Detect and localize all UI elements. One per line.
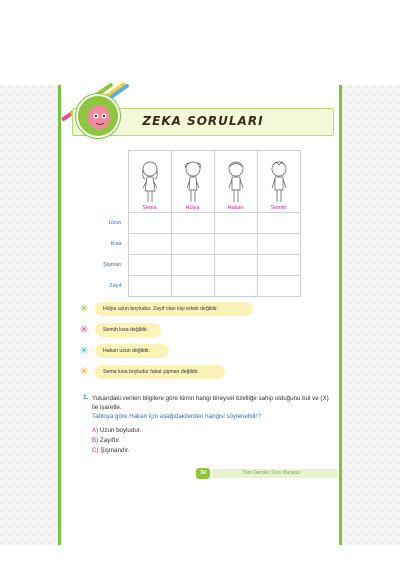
boy-outline-icon [224, 160, 248, 204]
boy-outline-icon [267, 160, 291, 204]
clue-3: Hakan uzun değildir. [95, 344, 169, 358]
grid-row [92, 276, 300, 297]
grid-cell[interactable] [257, 213, 300, 234]
grid-cell[interactable] [214, 234, 257, 255]
column-label: Hülya [185, 205, 200, 211]
grid-cell[interactable] [128, 213, 171, 234]
option-a[interactable] [92, 427, 141, 434]
star-bullet-icon: ✳ [79, 303, 89, 315]
star-bullet-icon: ✳ [79, 366, 89, 378]
option-b[interactable] [92, 437, 121, 444]
question-text: Yukarıdaki verilen bilgilere göre kimin hangi bireysel özelliğe sahip olduğunu bul ve (X) ile işaretle. [92, 395, 329, 411]
girl-outline-icon [138, 160, 162, 204]
grid-cell[interactable] [214, 255, 257, 276]
grid-row [92, 213, 300, 234]
grid-cell[interactable] [128, 276, 171, 297]
option-text: Şişmandır. [100, 447, 130, 454]
option-letter: B) [92, 437, 99, 444]
row-label: Uzun [108, 220, 122, 226]
page-title: ZEKA SORULARI [142, 114, 264, 128]
grid-row [92, 255, 300, 276]
grid-row [92, 234, 300, 255]
grid-cell[interactable] [257, 234, 300, 255]
girl-outline-icon [181, 160, 205, 204]
option-c[interactable] [92, 447, 130, 454]
option-text: Zayıftır. [99, 437, 121, 444]
page-number: 34 [196, 468, 210, 479]
column-sema [128, 151, 171, 213]
question-number: 1. [83, 394, 89, 401]
background-texture-right [340, 85, 400, 545]
column-label: Hakan [227, 205, 244, 211]
grid-cell[interactable] [171, 276, 214, 297]
grid-cell[interactable] [257, 276, 300, 297]
grid-cell[interactable] [214, 213, 257, 234]
question-subtext: Tabloya göre Hakan için aşağıdakilerden hangisi söylenebilir? [92, 413, 261, 420]
option-letter: C) [92, 447, 99, 454]
background-texture-left [0, 85, 60, 545]
clue-2: Semih kısa değildir. [95, 323, 161, 337]
grid-cell[interactable] [171, 255, 214, 276]
row-label: Kısa [110, 241, 122, 247]
option-text: Uzun boyludur. [99, 427, 142, 434]
column-semih [257, 151, 300, 213]
grid-cell[interactable] [128, 234, 171, 255]
star-bullet-icon: ✳ [79, 345, 89, 357]
column-label: Sema [142, 205, 157, 211]
star-bullet-icon: ✳ [79, 324, 89, 336]
grid-cell[interactable] [257, 255, 300, 276]
grid-cell[interactable] [171, 234, 214, 255]
grid-cell[interactable] [128, 255, 171, 276]
brain-mascot-icon [76, 94, 120, 138]
option-letter: A) [92, 427, 99, 434]
book-title: Tüm Dersler Soru Bankası [242, 470, 301, 476]
column-hulya [171, 151, 214, 213]
row-label: Şişman [103, 262, 122, 268]
column-label: Semih [270, 205, 287, 211]
clue-4: Sema kısa boyludur fakat şişman değildir. [95, 365, 225, 379]
clue-1: Hülya uzun boyludur. Zayıf olan kişi erkek değildir. [95, 302, 253, 316]
row-label: Zayıf [109, 283, 122, 289]
column-hakan [214, 151, 257, 213]
logic-grid [92, 150, 301, 297]
grid-cell[interactable] [171, 213, 214, 234]
grid-cell[interactable] [214, 276, 257, 297]
